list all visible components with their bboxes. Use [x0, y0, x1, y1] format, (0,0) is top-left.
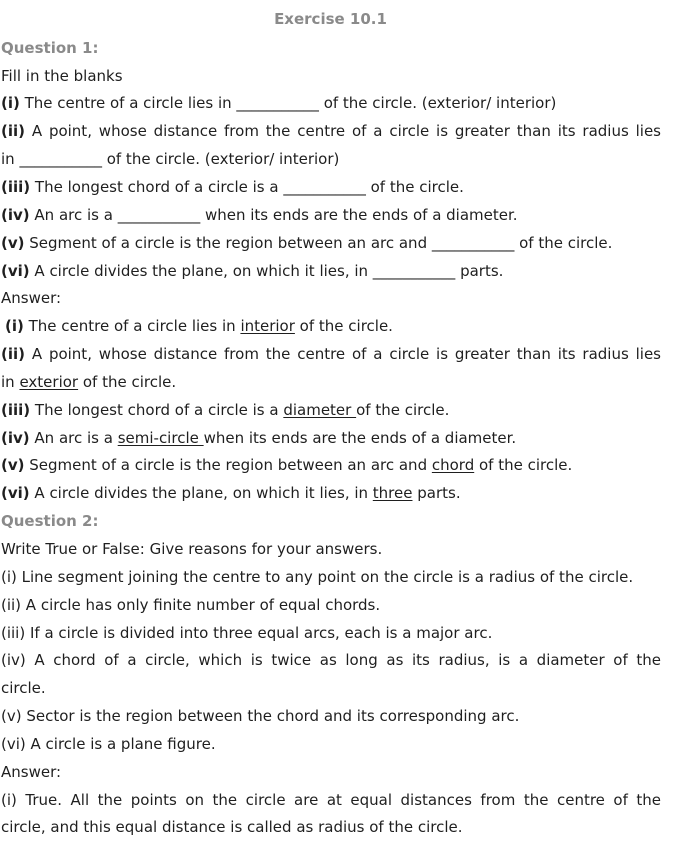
q1-answer-vi: [1, 483, 661, 503]
q1-item-i: [1, 93, 661, 113]
item-text: The centre of a circle lies in ___________ of the circle. (exterior/ interior): [19, 94, 557, 112]
answer-text: The centre of a circle lies in: [23, 317, 241, 335]
q2-answer-i: (i) True. All the points on the circle are at equal distances from the centre of the: [1, 791, 661, 809]
answer-text: of the circle.: [78, 373, 177, 391]
q2-item-i: (i) Line segment joining the centre to any point on the circle is a radius of the circle.: [1, 568, 634, 586]
answer-text: of the circle.: [474, 456, 573, 474]
answer-number: (vi): [1, 484, 30, 502]
q2-item-vi: (vi) A circle is a plane figure.: [1, 735, 216, 753]
q1-answer-label: Answer:: [1, 289, 62, 307]
q1-answer-iv: [1, 428, 661, 448]
q1-item-ii-cont: in ___________ of the circle. (exterior/ interior): [1, 150, 340, 168]
item-number: (ii): [1, 122, 25, 140]
answer-text: in: [1, 373, 20, 391]
item-text: Segment of a circle is the region between an arc and ___________ of the circle.: [24, 234, 613, 252]
q2-item-iv-cont: circle.: [1, 679, 46, 697]
answer-text: of the circle.: [356, 401, 450, 419]
q1-answer-i: [5, 316, 665, 336]
q2-item-ii: (ii) A circle has only finite number of equal chords.: [1, 596, 381, 614]
answer-fill: semi-circle: [117, 429, 204, 447]
answer-number: (v): [1, 456, 25, 474]
item-number: (v): [1, 234, 25, 252]
question-2-prompt: Write True or False: Give reasons for your answers.: [1, 540, 383, 558]
q1-answer-iii: [1, 400, 661, 420]
exercise-title: Exercise 10.1: [274, 10, 387, 28]
answer-fill: interior: [240, 317, 295, 335]
q1-answer-v: [1, 455, 661, 475]
q1-item-ii: [1, 121, 661, 141]
answer-text: A point, whose distance from the centre of a circle is greater than its radius lies: [25, 345, 661, 363]
q1-item-iv: [1, 205, 661, 225]
answer-text: A circle divides the plane, on which it lies, in: [29, 484, 373, 502]
q1-answer-ii-cont: [1, 372, 661, 392]
item-text: The longest chord of a circle is a ___________ of the circle.: [30, 178, 464, 196]
answer-fill: diameter: [283, 401, 357, 419]
item-number: (iii): [1, 178, 31, 196]
answer-text: Segment of a circle is the region between an arc and: [24, 456, 432, 474]
item-number: (iv): [1, 206, 30, 224]
q2-item-v: (v) Sector is the region between the chord and its corresponding arc.: [1, 707, 520, 725]
answer-text: when its ends are the ends of a diameter.: [203, 429, 517, 447]
answer-text: parts.: [412, 484, 461, 502]
item-number: (vi): [1, 262, 30, 280]
answer-fill: exterior: [19, 373, 79, 391]
answer-number: (ii): [1, 345, 25, 363]
answer-fill: three: [372, 484, 413, 502]
item-text: A point, whose distance from the centre of a circle is greater than its radius lies: [25, 122, 661, 140]
answer-text: of the circle.: [294, 317, 393, 335]
q1-item-iii: [1, 177, 661, 197]
item-text: An arc is a ___________ when its ends are the ends of a diameter.: [29, 206, 518, 224]
q1-item-vi: [1, 261, 661, 281]
question-1-prompt: Fill in the blanks: [1, 67, 123, 85]
answer-number: (iii): [1, 401, 31, 419]
q2-answer-label: Answer:: [1, 763, 62, 781]
answer-number: (i): [5, 317, 24, 335]
question-2-heading: Question 2:: [1, 512, 99, 530]
question-1-heading: Question 1:: [1, 39, 99, 57]
item-number: (i): [1, 94, 20, 112]
q2-item-iii: (iii) If a circle is divided into three equal arcs, each is a major arc.: [1, 624, 493, 642]
item-text: A circle divides the plane, on which it lies, in ___________ parts.: [29, 262, 504, 280]
q2-item-iv: (iv) A chord of a circle, which is twice as long as its radius, is a diameter of the: [1, 651, 661, 669]
answer-number: (iv): [1, 429, 30, 447]
answer-text: An arc is a: [29, 429, 118, 447]
q2-answer-i-cont: circle, and this equal distance is called as radius of the circle.: [1, 818, 463, 836]
q1-answer-ii: [1, 344, 661, 364]
answer-text: The longest chord of a circle is a: [30, 401, 284, 419]
answer-fill: chord: [431, 456, 475, 474]
q1-item-v: [1, 233, 661, 253]
